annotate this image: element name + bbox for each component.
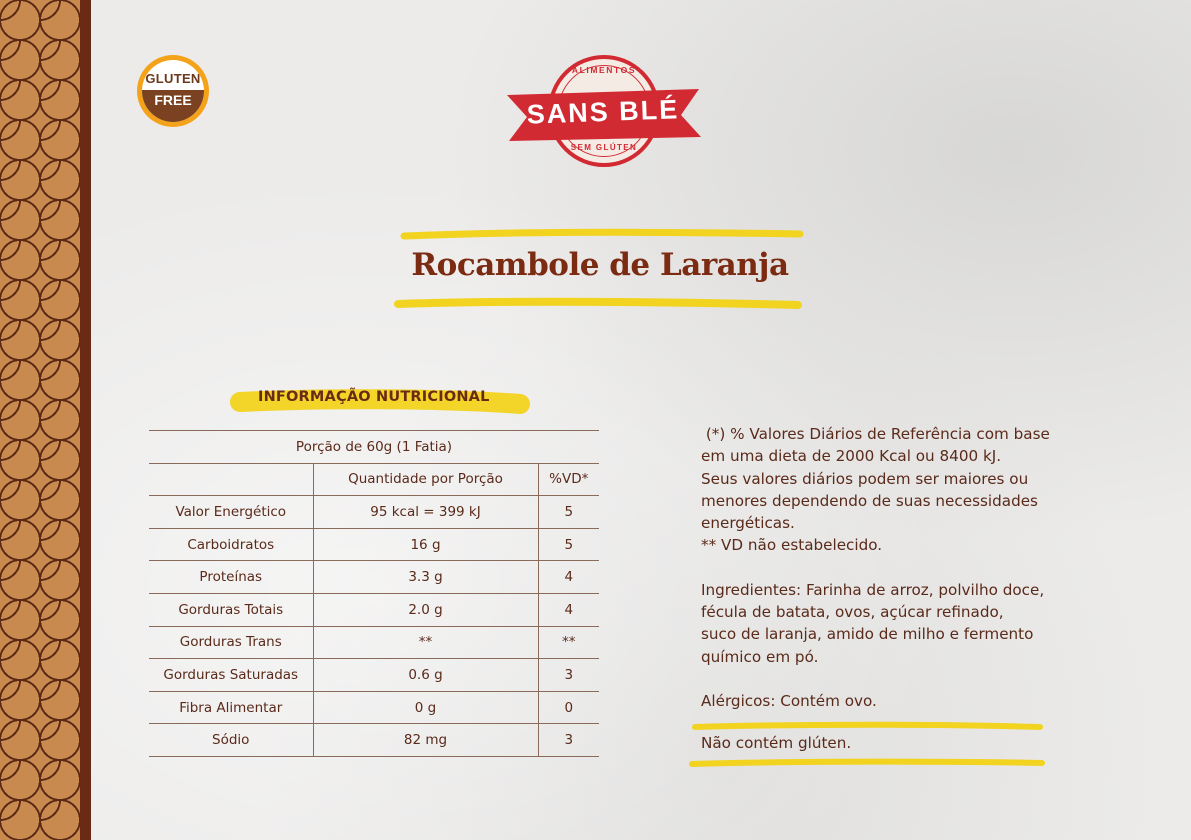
badge-bottom-text: FREE [142,90,204,122]
nutrient-amount: 3.3 g [313,561,538,594]
table-row [149,724,599,757]
logo-arc-top-text: ALIMENTOS [571,65,637,75]
table-row [149,659,599,692]
nutrient-vd: 3 [538,659,599,692]
nutrient-vd: 5 [538,528,599,561]
nutrient-amount: 82 mg [313,724,538,757]
nutrient-name: Gorduras Saturadas [149,659,313,692]
nutrient-vd: 4 [538,593,599,626]
table-row [149,561,599,594]
badge-top-text: GLUTEN [145,71,201,86]
nutrition-section-label: INFORMAÇÃO NUTRICIONAL [258,389,490,405]
footnote-line: ** VD não estabelecido. [701,536,883,555]
nutrition-table [149,430,599,757]
header-row [149,463,599,496]
ingredients-line: químico em pó. [701,647,819,666]
table-row [149,593,599,626]
nutrient-amount: 0 g [313,691,538,724]
nutrient-amount: 2.0 g [313,593,538,626]
nutrient-name: Gorduras Totais [149,593,313,626]
nutrient-name: Sódio [149,724,313,757]
footnote-line: em uma dieta de 2000 Kcal ou 8400 kJ. [701,447,1002,466]
nutrient-vd: ** [538,626,599,659]
nutrient-amount: ** [313,626,538,659]
portion-row [149,431,599,464]
gluten-free-note: Não contém glúten. [701,734,852,752]
nutrient-amount: 95 kcal = 399 kJ [313,496,538,529]
nutrient-vd: 3 [538,724,599,757]
table-row [149,528,599,561]
ingredients-line: fécula de batata, ovos, açúcar refinado, [701,603,1004,622]
nutrient-name: Carboidratos [149,528,313,561]
footnote-line: Seus valores diários podem ser maiores ou [701,469,1029,488]
header-empty-cell [149,463,313,496]
ingredients-line: Ingredientes: Farinha de arroz, polvilho doce, [701,580,1045,599]
nutrient-name: Valor Energético [149,496,313,529]
table-row [149,626,599,659]
nutrient-vd: 5 [538,496,599,529]
table-row [149,496,599,529]
footnote-line: (*) % Valores Diários de Referência com base [701,425,1050,443]
product-title: Rocambole de Laranja [411,247,789,283]
nutrient-name: Gorduras Trans [149,626,313,659]
ingredients-line: suco de laranja, amido de milho e fermento [701,625,1034,644]
nutrient-vd: 4 [538,561,599,594]
header-vd: %VD* [538,463,599,496]
portion-cell: Porção de 60g (1 Fatia) [149,431,599,464]
nutrient-vd: 0 [538,691,599,724]
nutrient-amount: 0.6 g [313,659,538,692]
nutrient-name: Proteínas [149,561,313,594]
logo-arc-bottom-text: SEM GLÚTEN [570,143,638,152]
footnote-line: menores dependendo de suas necessidades [701,491,1038,510]
spacer [701,668,1101,690]
nutrient-amount: 16 g [313,528,538,561]
allergens-note: Alérgicos: Contém ovo. [701,691,877,710]
table-row [149,691,599,724]
logo-brand-name: SANS BLÉ [526,94,680,130]
header-quantity: Quantidade por Porção [313,463,538,496]
footnote-line: energéticas. [701,514,795,533]
nutrient-name: Fibra Alimentar [149,691,313,724]
spacer [701,557,1101,579]
notes-block [701,423,1101,712]
